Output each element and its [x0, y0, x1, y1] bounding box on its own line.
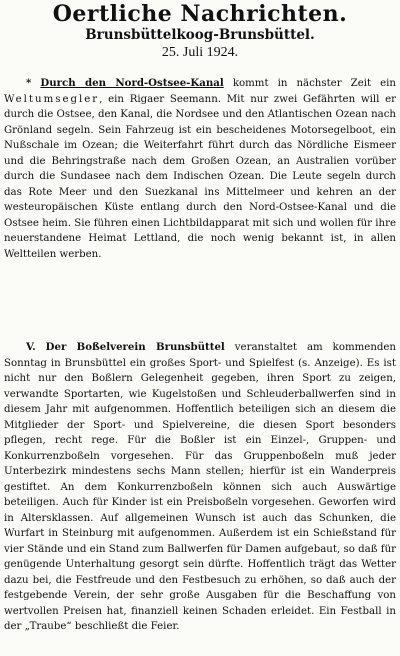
- issue-date: 25. Juli 1924.: [161, 45, 239, 60]
- section-subtitle: Brunsbüttelkoog-Brunsbüttel.: [85, 27, 315, 43]
- article-bosselverein: [4, 340, 396, 635]
- article-emphasis: Weltumsegler: [4, 93, 100, 105]
- article-paragraph: [4, 340, 396, 635]
- section-title: Oertliche Nachrichten.: [52, 1, 348, 27]
- article-text: kommt in nächster Zeit ein: [232, 78, 396, 89]
- masthead: [0, 2, 400, 62]
- article-lead: Der Boßelverein Brunsbüttel: [45, 341, 225, 353]
- article-marker: V.: [26, 341, 36, 353]
- article-paragraph: [4, 76, 396, 262]
- article-weltumsegler: [4, 76, 396, 262]
- article-text: , ein Rigaer Seemann. Mit nur zwei Gefährten will er durch die Ostsee, den Kanal, die Nordsee und den Atlantischen Ozean nach Grönland segeln. Sein Fahrzeug ist ein bescheidenes Motorsegelboot, ein Nußschale im Ozean; die Weiterfahrt führt durch das Nördliche Eismeer und die Behringstraße nach dem Großen Ozean, an Australien vorüber durch die Sundasee nach dem Indischen Ozean. Die Leute segeln durch das Rote Meer und den Suezkanal ins Mittelmeer und kehren an der westeuropäischen Küste entlang durch den Nord-Ostsee-Kanal und die Ostsee heim. Sie führen einen Lichtbildapparat mit sich und wollen für ihre neuerstandene Heimat Lettland, die noch wenig bekannt ist, in allen Weltteilen werben.: [4, 93, 396, 260]
- article-marker: *: [26, 77, 32, 89]
- article-lead: Durch den Nord-Ostsee-Kanal: [40, 77, 224, 89]
- article-text: veranstaltet am kommenden Sonntag in Brunsbüttel ein großes Sport- und Spielfest (s. Anzeige). Es ist nicht nur den Boßlern Gelegenheit gegeben, ihren Sport zu zeigen, verwandte Sportarten, wie Kugelstoßen und Schleuderballwerfen sind in diesem Jahr mit aufgenommen. Hoffentlich beteiligen sich an diesem die Mitglieder der Sport- und Spielvereine, die diesen Sport besonders pflegen, recht rege. Für die Boßler ist ein Einzel-, Gruppen- und Konkurrenzboßeln vorgesehen. Für das Gruppenboßeln muß jeder Unterbezirk mindestens sechs Mann stellen; hierfür ist ein Wanderpreis gestiftet. An dem Konkurrenzboßeln können sich auch Auswärtige beteiligen. Auch für Kinder ist ein Preisboßeln vorgesehen. Geworfen wird in Altersklassen. Auf allgemeinen Wunsch ist auch das Schunken, die Wurfart in Steinburg mit aufgenommen. Außerdem ist ein Schießstand für vier Stände und ein Stand zum Ballwerfen für Damen aufgebaut, so daß für genügende Unterhaltung gesorgt sein dürfte. Hoffentlich trägt das Wetter dazu bei, die Festfreude und den Festbesuch zu erhöhen, so daß auch der festgebende Verein, der sehr große Ausgaben für die Beschaffung von wertvollen Preisen hat, finanziell keinen Schaden erleidet. Ein Festball in der „Traube“ beschließt die Feier.: [4, 342, 396, 632]
